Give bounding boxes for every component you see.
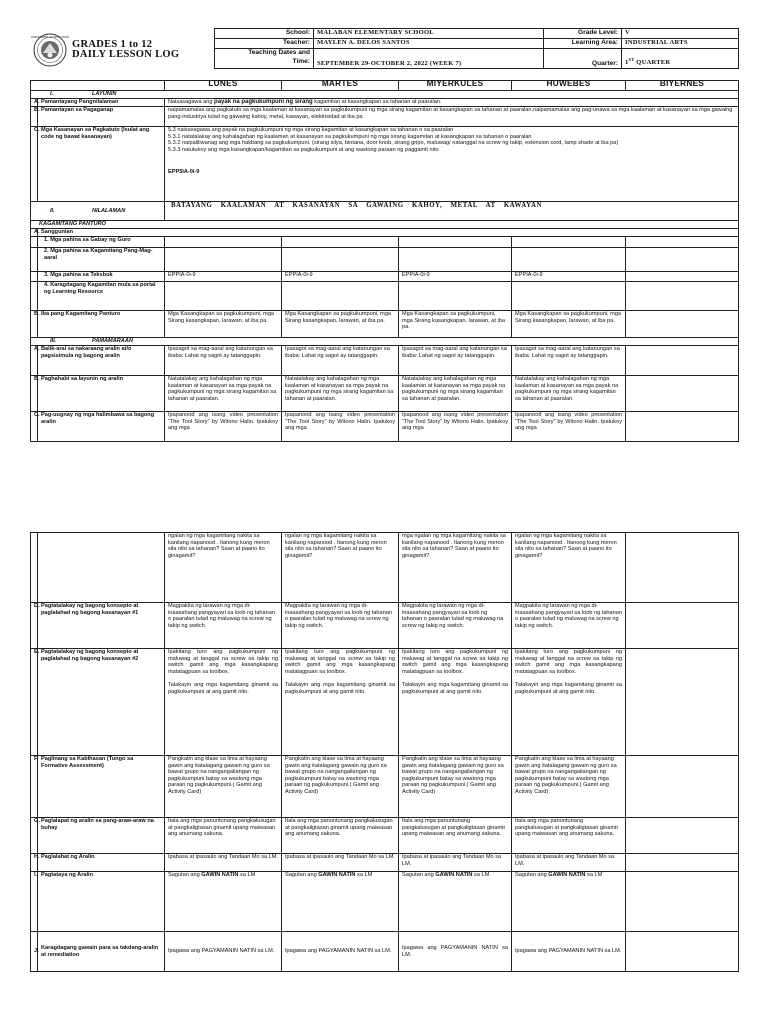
row-karagdagang-gawain: J. Karagdagang gawain para sa takdang-aralin at remediation Ipagawa ang PAGYAMANIN NATIN sa LM. Ipagawa ang PAGYAMANIN NATIN sa LM. Ipagawa ang PAGYAMANIN NATIN sa LM. Ipagawa ang PAGYAMANIN NATIN sa LM.	[31, 932, 739, 972]
lesson-table-page-2	[30, 532, 739, 972]
row-teksbuk: 3. Mga pahina sa Teksbuk EPPIA-0i-9 EPPIA-0i-9 EPPIA-0i-9 EPPIA-0i-9	[31, 272, 739, 282]
day-huwebes: HUWEBES	[512, 81, 626, 91]
title-line-1: GRADES 1 to 12	[72, 39, 153, 50]
row-kagamitang-pang-mag-aaral: 2. Mga pahina sa Kagamitang Pang-Mag-aaral	[31, 248, 739, 272]
row-pagtatalakay-2: E. Pagtatalakay ng bagong konsepto at paglalahad ng bagong kasanayan #2 Ipakitang turo ang pagkukumpuni ng maluwag at tanggal na screw sa takip ng switch gamit ang mga kasangkapang matatagpuan sa toolbox. Talakayin ang mga kagamitang ginamit sa pagkukumpuni at ang gamit nito. Ipakitang turo ang pagkukumpuni ng maluwag at tanggal na screw sa takip ng switch gamit ang mga kasangkapang matatagpuan sa toolbox. Talakayin ang mga kagamitang ginamit sa pagkukumpuni at ang gamit nito. Ipakitang turo ang pagkukumpuni ng maluwag at tanggal na screw sa takip ng switch gamit ang mga kasangkapang matatagpuan sa toolbox. Talakayin ang mga kagamitang ginamit sa pagkukumpuni at ang gamit nito. Ipakitang turo ang pagkukumpuni ng maluwag at tanggal na screw sa takip ng switch gamit ang mga kasangkapang matatagpuan sa toolbox. Talakayin ang mga kagamitang ginamit sa pagkukumpuni at ang gamit nito.	[31, 649, 739, 756]
row-sanggunian: A. Sanggunian	[31, 229, 739, 237]
quarter-value: 1ST QUARTER	[622, 49, 739, 69]
dll-title	[72, 40, 179, 60]
dates-value: SEPTEMBER 29-OCTOBER 2, 2022 (WEEK 7)	[314, 49, 544, 69]
area-label: Learning Area:	[544, 39, 622, 49]
dates-label: Teaching Dates and Time:	[215, 49, 314, 69]
info-table	[214, 28, 739, 69]
row-pamantayan-sa-pagaganap: B. Pamantayan sa Pagaganap naipamamalas ang pagkatuto sa mga kaalaman at kasanayan sa pagkukumpuni ng mga sirang kagamitan at kasangkapan sa tahanan at paaralan.naipamamalas ang pag-unawa sa mga kaalaman at kasanayan sa mga gawaing pang-industriya tulad ng gawaing kahoy, metal, kawayan, elektrisidad at iba pa	[31, 107, 739, 127]
row-pag-uugnay: C. Pag-uugnay ng mga halimbawa sa bagong aralin Ipapanood ang isang video presentation “The Tool Story” by Witono Halin. Ipatukoy ang mga Ipapanood ang isang video presentation “The Tool Story” by Witono Halin. Ipatukoy ang mga Ipapanood ang isang video presentation “The Tool Story” by Witono Halin. Ipatukoy ang mga Ipapanood ang isang video presentation “The Tool Story” by Witono Halin. Ipatukoy ang mga	[31, 412, 739, 442]
deped-seal-icon	[33, 33, 67, 67]
row-gabay-ng-guro: 1. Mga pahina sa Gabay ng Guro	[31, 237, 739, 248]
section-layunin: I. LAYUNIN	[31, 91, 739, 99]
section-pamamaraan: III. PAMAMARAAN	[31, 338, 739, 346]
area-value: INDUSTRIAL ARTS	[622, 39, 739, 49]
quarter-label: Quarter:	[544, 49, 622, 69]
row-pagtataya: I. Pagtataya ng Aralin Sagutan ang GAWIN NATIN sa LM Sagutan ang GAWIN NATIN sa LM Sagutan ang GAWIN NATIN sa LM Sagutan ang GAWIN NATIN sa LM	[31, 872, 739, 932]
grade-label: Grade Level:	[544, 29, 622, 39]
school-value: MALABAN ELEMENTARY SCHOOL	[314, 29, 544, 39]
day-martes: MARTES	[282, 81, 399, 91]
section-nilalaman: II. NILALAMAN BATAYANG KAALAMAN AT KASANAYAN SA GAWAING KAHOY, METAL AT KAWAYAN	[31, 202, 739, 221]
row-pagtatalakay-1: D. Pagtatalakay ng bagong konsepto at paglalahad ng bagong kasanayan #1 Magpakita ng larawan ng mga di-inaasahang pangyayari sa loob ng tahanan o paaralan tulad ng maluwag na screw ng takip ng switch. Magpakita ng larawan ng mga di-inaasahang pangyayari sa loob ng tahanan o paaralan tulad ng maluwag na screw ng takip ng switch. Magpakita ng larawan ng mga di-inaasahang pangyayari sa loob ng tahanan o paaralan tulad ng maluwag na screw ng takip ng switch. Magpakita ng larawan ng mga di-inaasahang pangyayari sa loob ng tahanan o paaralan tulad ng maluwag na screw ng takip ng switch.	[31, 603, 739, 649]
row-pag-uugnay-continued: ngalan ng mga kagamitang nakita sa kanilang napanood . Itanong kung meron sila nito sa tahanan? Saan at paano ito ginagamit? ngalan ng mga kagamitang nakita sa kanilang napanood . Itanong kung meron sila nito sa tahanan? Saan at paano ito ginagamit? mga ngalan ng mga kagamitang nakita sa kanilang napanood . Itanong kung meron sila nito sa tahanan? Saan at paano ito ginagamit? ngalan ng mga kagamitang nakita sa kanilang napanood . Itanong kung meron sila nito sa tahanan? Saan at paano ito ginagamit?	[31, 533, 739, 603]
row-paglalapat: G. Paglalapat ng aralin sa pang-araw-araw na buhay Itala ang mga panuntunang pangkalusugan at pangkaligtasan ginamit upang maiwasan ang anumang sakuna. Itala ang mga panuntunang pangkalusugan at pangkaligtasan ginamit upang maiwasan ang anumang sakuna. Itala ang mga panuntunang pangkalusugan at pangkaligtasan ginamit upang maiwasan ang anumang sakuna. Itala ang mga panuntunang pangkalusugan at pangkaligtasan ginamit upang maiwasan ang anumang sakuna.	[31, 818, 739, 854]
section-kagamitang-panturo: KAGAMITANG PANTURO	[31, 221, 739, 229]
row-kasanayan-sa-pagkatuto: C. Mga Kasanayan sa Pagkatuto (Isulat ang code ng bawat kasanayan) 5.3 naisasagawa ang payak na pagkukumpuni ng mga sirang kagamitan at kasangkapan sa tahanan o sa paaralan 5.3.1 natatalakay ang kahalagahan ng kaalaman at kasanayan sa pagkukumpuni ng mga sirang kagamitan at kasangkapan sa tahanan o paaralan 5.3.2 naipaliliwanag ang mga hakbang sa pagkukumpuni. (sirang silya, bintana, door knob, sirang gripo, maluwag/ natanggal na screw ng takip, extension cord, lamp shade at iba pa) 5.3.3 natutukoy ang mga kasangkapan/kagamitan sa pagkukumpuni at ang wastong paraan ng paggamit nito EPP5IA-0i-9	[31, 127, 739, 202]
grade-value: V	[622, 29, 739, 39]
school-label: School:	[215, 29, 314, 39]
svg-text:DEPARTMENT OF EDUCATION: DEPARTMENT OF EDUCATION	[31, 35, 69, 39]
title-line-2: DAILY LESSON LOG	[72, 49, 180, 60]
row-iba-pang-kagamitan: B. Iba pang Kagamitang Panturo Mga Kasangkapan sa pagkukumpuni, mga Sirang kasangkapan, larawan, at iba pa. Mga Kasangkapan sa pagkukumpuni, mga Sirang kasangkapan, larawan, at iba pa. Mga Kasangkapan sa pagkukumpuni, mga Sirang kasangkapan, larawan, at iba pa. Mga Kasangkapan sa pagkukumpuni, mga Sirang kasangkapan, larawan, at iba pa.	[31, 311, 739, 338]
day-lunes: LUNES	[165, 81, 282, 91]
row-paglinang-sa-kabihasan: F. Paglinang sa Kabihasan (Tungo sa Formative Assessment) Pangkatin ang klase sa lima at hayaang gawin ang itatalagang gawain ng guro sa bawat grupo na nangangailangan ng pagkukumpuni batay sa wastong mga paraan ng pagkukumpuni.( Gamit ang Activity Card) Pangkatin ang klase sa lima at hayaang gawin ang itatalagang gawain ng guro sa bawat grupo na nangangailangan ng pagkukumpuni batay sa wastong mga paraan ng pagkukumpuni.( Gamit ang Activity Card) Pangkatin ang klase sa lima at hayaang gawin ang itatalagang gawain ng guro sa bawat grupo na nangangailangan ng pagkukumpuni batay sa wastong mga paraan ng pagkukumpuni.( Gamit ang Activity Card) Pangkatin ang klase sa lima at hayaang gawin ang itatalagang gawain ng guro sa bawat grupo na nangangailangan ng pagkukumpuni batay sa wastong mga paraan ng pagkukumpuni.( Gamit ang Activity Card)	[31, 756, 739, 818]
day-biyernes: BIYERNES	[626, 81, 739, 91]
row-paglalahat: H. Paglalahat ng Aralin Ipabasa at ipasaulo ang Tandaan Mo sa LM. Ipabasa at ipasaulo ang Tandaan Mo sa LM. Ipabasa at ipasaulo ang Tandaan Mo sa LM. Ipabasa at ipasaulo ang Tandaan Mo sa LM.	[31, 854, 739, 872]
row-paghahabi: B. Paghahabi sa layunin ng aralin Natatalakay ang kahalagahan ng mga kaalaman at kasanayan sa mga payak na pagkukumpuni ng mga sirang kagamitan sa tahanan at paaralan. Natatalakay ang kahalagahan ng mga kaalaman at kasanayan sa mga payak na pagkukumpuni ng mga sirang kagamitan sa tahanan at paaralan. Natatalakay ang kahalagahan ng mga kaalaman at kasanayan sa mga payak na pagkukumpuni ng mga sirang kagamitan sa tahanan at paaralan. Natatalakay ang kahalagahan ng mga kaalaman at kasanayan sa mga payak na pagkukumpuni ng mga sirang kagamitan sa tahanan at paaralan.	[31, 376, 739, 412]
row-learning-resource: 4. Karagdagang Kagamitan mula sa portal ng Learning Resource	[31, 282, 739, 311]
row-pamantayang-pangnilalaman: A. Pamantayang Pangnilalaman Naisasagawa ang payak na pagkukumpuni ng sirang kagamitan at kasangkapan sa tahanan at paaralan.	[31, 99, 739, 107]
teacher-label: Teacher:	[215, 39, 314, 49]
page-2	[0, 520, 768, 1024]
row-balik-aral: A. Balik-aral sa nakaraang aralin at/o pagsisimula ng bagong aralin Ipasagot sa mag-aaral ang katanungan sa ibaba: Lahat ng sagot ay tatanggapin. Ipasagot sa mag-aaral ang katanungan sa ibaba: Lahat ng sagot ay tatanggapin. Ipasagot sa mag-aaral ang katanungan sa ibaba: Lahat ng sagot ay tatanggapin. Ipasagot sa mag-aaral ang katanungan sa ibaba: Lahat ng sagot ay tatanggapin.	[31, 346, 739, 376]
lesson-table-page-1	[30, 80, 739, 442]
teacher-value: MAYLEN A. DELOS SANTOS	[314, 39, 544, 49]
day-miyerkules: MIYERKULES	[399, 81, 512, 91]
page-1	[0, 0, 768, 505]
